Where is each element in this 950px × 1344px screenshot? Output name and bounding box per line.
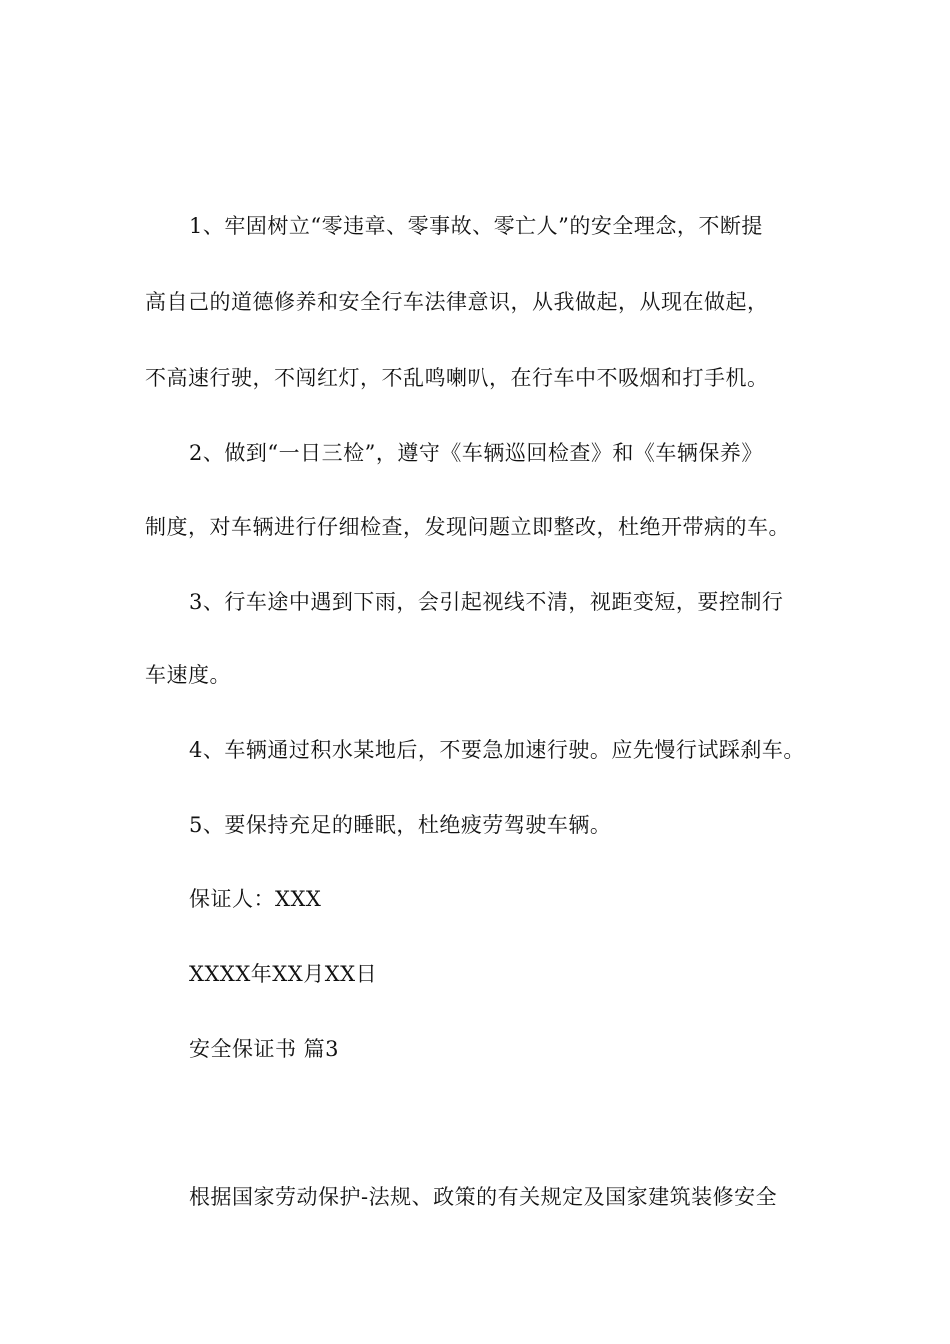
paragraph-3-line-1: 3、行车途中遇到下雨，会引起视线不清，视距变短，要控制行 (189, 590, 784, 614)
paragraph-1-line-3: 不高速行驶，不闯红灯，不乱鸣喇叭，在行车中不吸烟和打手机。 (145, 366, 769, 390)
paragraph-4: 4、车辆通过积水某地后，不要急加速行驶。应先慢行试踩刹车。 (189, 738, 805, 762)
paragraph-5: 5、要保持充足的睡眠，杜绝疲劳驾驶车辆。 (189, 813, 612, 837)
paragraph-1-line-2: 高自己的道德修养和安全行车法律意识，从我做起，从现在做起， (145, 290, 769, 314)
section-heading: 安全保证书 篇3 (189, 1037, 340, 1061)
paragraph-1-line-1: 1、牢固树立“零违章、零事故、零亡人”的安全理念，不断提 (189, 214, 763, 238)
guarantor-line: 保证人：XXX (189, 887, 322, 911)
date-line: XXXX年XX月XX日 (189, 962, 378, 986)
paragraph-2-line-1: 2、做到“一日三检”，遵守《车辆巡回检查》和《车辆保养》 (189, 441, 763, 465)
paragraph-3-line-2: 车速度。 (145, 663, 231, 687)
paragraph-2-line-2: 制度，对车辆进行仔细检查，发现问题立即整改，杜绝开带病的车。 (145, 515, 790, 539)
paragraph-6-line-1: 根据国家劳动保护-法规、政策的有关规定及国家建筑装修安全 (189, 1185, 778, 1209)
